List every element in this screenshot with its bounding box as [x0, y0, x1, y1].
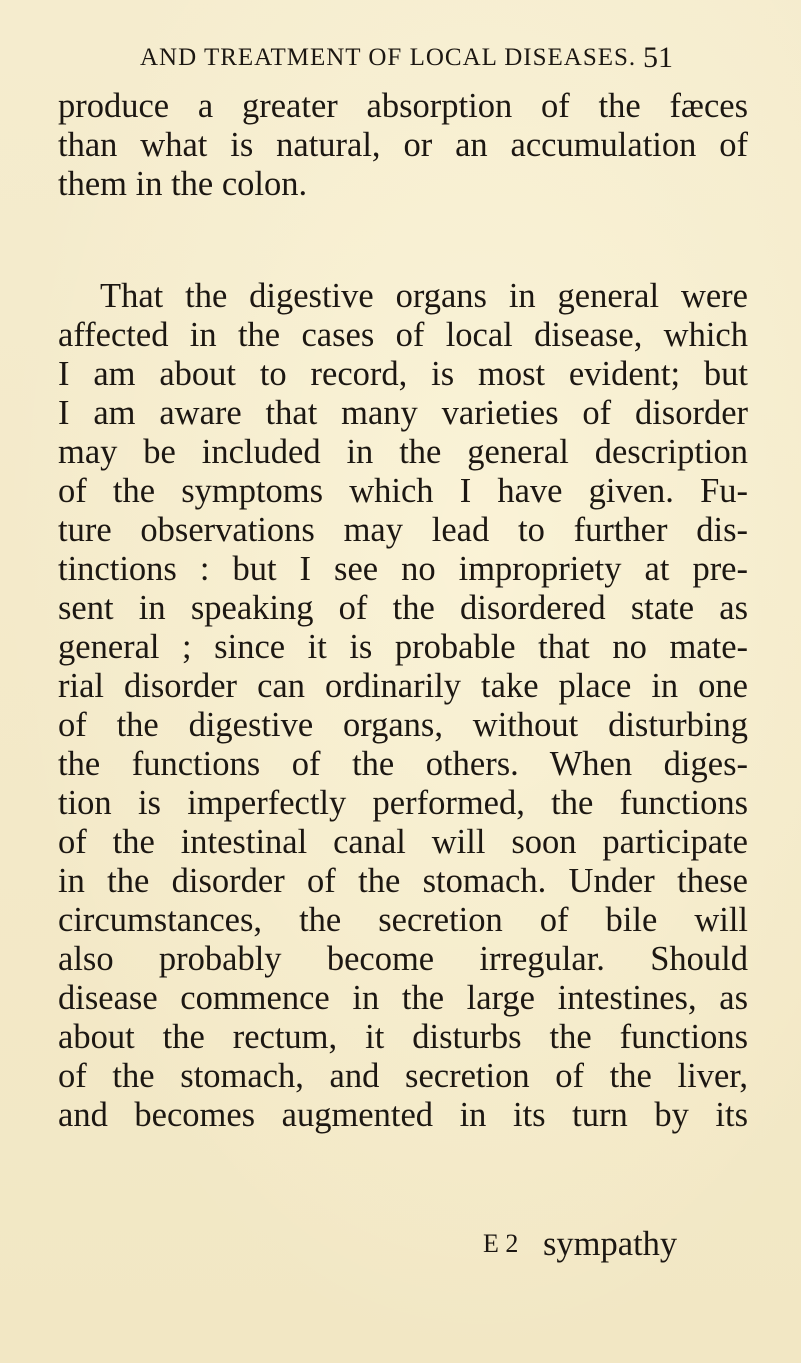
text-line: rial disorder can ordinarily take place in one	[58, 667, 748, 705]
text-line: tion is imperfectly performed, the functions	[58, 784, 748, 822]
text-line: affected in the cases of local disease, which	[58, 316, 748, 354]
page-footer	[0, 1223, 801, 1265]
text-line: I am about to record, is most evident; but	[58, 355, 748, 393]
signature-mark: E 2	[483, 1229, 519, 1258]
text-line: about the rectum, it disturbs the functions	[58, 1018, 748, 1056]
text-line: also probably become irregular. Should	[58, 940, 748, 978]
text-line: of the stomach, and secretion of the liver,	[58, 1057, 748, 1095]
text-line: general ; since it is probable that no mate-	[58, 628, 748, 666]
text-line: disease commence in the large intestines, as	[58, 979, 748, 1017]
text-line: them in the colon.	[58, 165, 308, 203]
text-line: tinctions : but I see no impropriety at pre-	[58, 550, 748, 588]
text-line: That the digestive organs in general were	[100, 277, 748, 315]
catchword: sympathy	[543, 1225, 678, 1263]
text-line: the functions of the others. When diges-	[58, 745, 748, 783]
running-head	[0, 38, 801, 78]
text-line: ture observations may lead to further dis-	[58, 511, 748, 549]
text-line: in the disorder of the stomach. Under these	[58, 862, 748, 900]
text-line: than what is natural, or an accumulation of	[58, 126, 748, 164]
text-line: sent in speaking of the disordered state as	[58, 589, 748, 627]
text-line: and becomes augmented in its turn by its	[58, 1096, 748, 1134]
text-line: of the intestinal canal will soon participate	[58, 823, 748, 861]
text-line: of the symptoms which I have given. Fu-	[58, 472, 748, 510]
page-number: 51	[643, 41, 673, 74]
text-line: I am aware that many varieties of disorder	[58, 394, 748, 432]
running-title: AND TREATMENT OF LOCAL DISEASES.	[140, 44, 637, 71]
text-line: produce a greater absorption of the fæces	[58, 87, 748, 125]
text-line: of the digestive organs, without disturbing	[58, 706, 748, 744]
text-line: circumstances, the secretion of bile will	[58, 901, 748, 939]
text-line: may be included in the general description	[58, 433, 748, 471]
